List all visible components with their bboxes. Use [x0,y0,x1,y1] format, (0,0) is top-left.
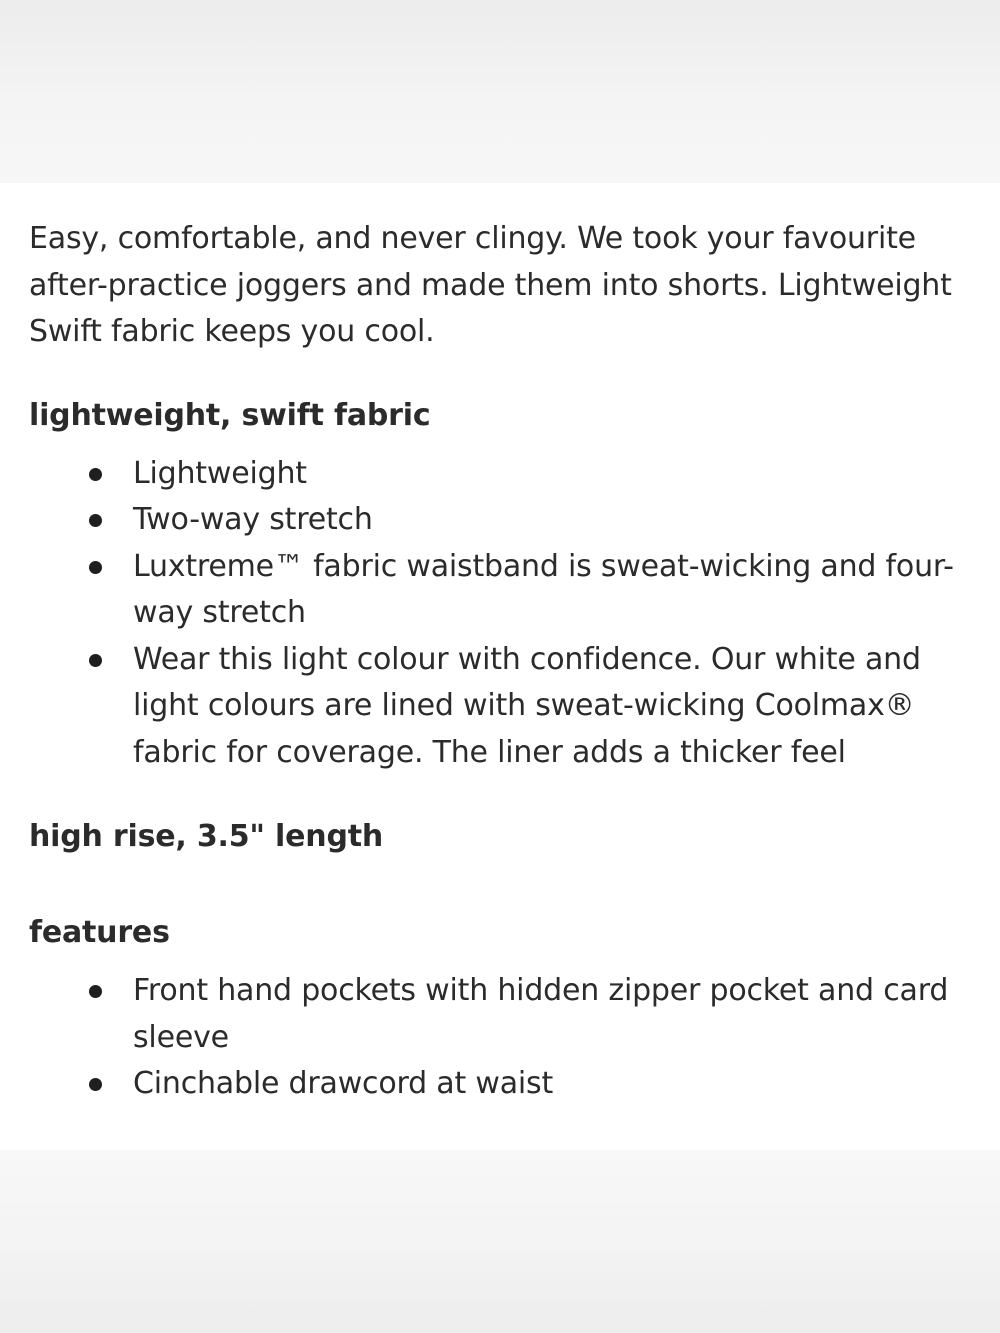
list-item-text: Wear this light colour with confidence. Our white and light colours are lined with sweat-wicking Coolmax® fabric for coverage. The liner adds a thicker feel [133,641,921,770]
features-list [29,968,974,1108]
list-item [29,968,974,1061]
bullet-icon [89,985,102,998]
bullet-icon [89,468,102,481]
bullet-icon [89,654,102,667]
list-item [29,637,974,777]
list-item-text: Front hand pockets with hidden zipper pocket and card sleeve [133,973,949,1055]
top-fade-band [0,0,1000,183]
fabric-heading: lightweight, swift fabric [29,397,431,433]
list-item-text: Two-way stretch [133,502,373,537]
fit-heading: high rise, 3.5" length [29,819,384,854]
list-item-text: Luxtreme™ fabric waistband is sweat-wicking and four-way stretch [133,548,954,630]
features-heading: features [29,915,170,950]
bullet-icon [89,561,102,574]
list-item-text: Lightweight [133,455,307,491]
list-item [29,451,974,498]
list-item-text: Cinchable drawcord at waist [133,1066,554,1101]
list-item [29,1061,974,1108]
fabric-list [29,451,974,777]
bullet-icon [89,514,102,527]
intro-paragraph: Easy, comfortable, and never clingy. We took your favourite after-practice joggers and made them into shorts. Lightweight Swift fabric keeps you cool. [29,221,952,349]
list-item [29,497,974,544]
product-description [29,216,974,1108]
bottom-fade-band [0,1150,1000,1333]
bullet-icon [89,1078,102,1091]
list-item [29,544,974,637]
